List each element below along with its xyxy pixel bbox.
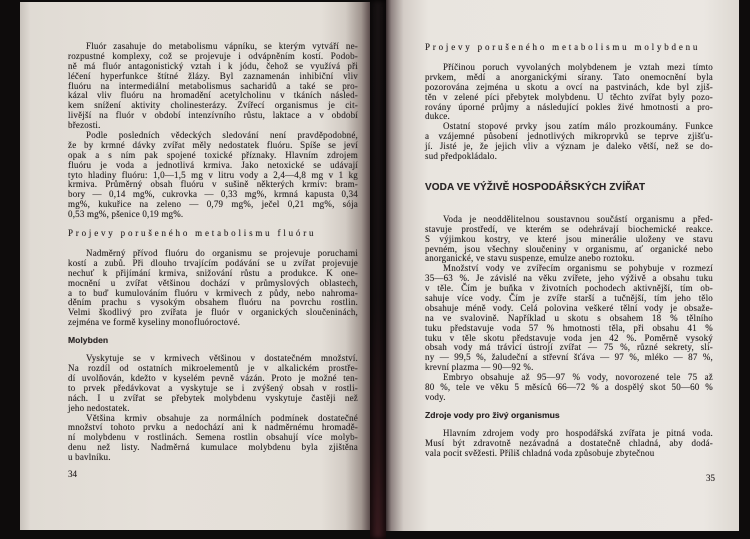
paragraph	[68, 131, 358, 220]
text-line: tuku představuje voda 57 % hmotnosti těla, při obsahu 41 %	[425, 322, 713, 333]
text-line: prvkem, mědí a anorganickými sírany. Tato onemocnění byla	[425, 71, 713, 82]
text-line: množství tohoto prvku a nedochází ani k nadměrnému hromadě-	[68, 422, 358, 433]
text-line: kostí a zubů. Při dlouho trvajícím podávání se u zvířat projevuje	[68, 257, 358, 268]
text-line: Podle posledních vědeckých sledování není pravděpodobné,	[86, 130, 358, 141]
text-line: rozpustné komplexy, což se projevuje i odvápněním kostí. Podob-	[68, 50, 358, 61]
text-line: 80 %, tele ve věku 5 měsíců 66—72 % a dospělý skot 50—60 %	[425, 382, 713, 393]
text-line: těn v zelené píci přebytek molybdenu. U těchto zvířat byly pozo-	[425, 91, 713, 102]
text-line: Příčinou poruch vyvolaných molybdenem je vztah mezi tímto	[443, 62, 713, 72]
text-line: nechuť k přijímání krmiva, snižování růstu a produkce. K one-	[68, 267, 358, 278]
text-line: fluóru je voda a jednotlivá krmiva. Jako netoxické se udávají	[68, 159, 358, 170]
text-line: v těle. Čím je buňka v životních pochodech aktivnější, tím ob-	[425, 283, 713, 294]
text-line: anorganické, ve stavu suspenze, emulze anebo roztoku.	[425, 253, 635, 264]
paragraph	[425, 215, 713, 264]
text-line: sud předpokládalo.	[425, 151, 498, 162]
text-line: livější na fluór v období intenzívního růstu, laktace a v období	[68, 110, 358, 121]
text-line: ně má fluór antagonistický vztah i k jódu, čehož se využívá při	[68, 60, 358, 71]
text-line: tyto hladiny fluóru: 1,0—1,5 mg v litru vody a 2,4—4,8 mg v 1 kg	[68, 169, 358, 180]
text-line: Vyskytuje se v krmivech většinou v dostatečném množství.	[86, 353, 358, 364]
text-line: S výjimkou kostry, ve které jsou minerálie uloženy ve stavu	[425, 233, 713, 244]
page-number: 34	[68, 469, 77, 479]
paragraph	[68, 414, 358, 463]
text-line: že by krmné dávky zvířat měly nedostatek fluóru. Spíše se jeví	[68, 139, 358, 150]
text-line: sahuje více vody. Čím je zvíře starší a tučnější, tím jeho tělo	[425, 293, 713, 304]
text-line: fluóru na intermediální metabolismus sacharidů a také se pro-	[68, 80, 358, 91]
text-line: dí uvolňován, kdežto v kyselém pevně vázán. Proto je možné ten-	[68, 372, 358, 383]
text-line: 0,53 mg%, pšenice 0,19 mg%.	[68, 209, 184, 220]
right-page-text	[425, 42, 713, 459]
right-page	[386, 0, 739, 531]
text-line: ny — 99,5 %, žaludeční a střevní šťáva — 97 %, mléko — 87 %,	[425, 352, 713, 363]
subsection-heading: Zdroje vody pro živý organismus	[425, 409, 560, 420]
text-line: stavuje prostředí, ve kterém se odehrávají biochemické reakce.	[425, 223, 713, 234]
text-line: to prvek předávkovat a vyskytuje se i zvýšený obsah v rostli-	[68, 382, 358, 393]
paragraph	[68, 249, 358, 328]
text-line: Fluór zasahuje do metabolismu vápníku, se kterým vytváří ne-	[86, 41, 358, 51]
chapter-heading: VODA VE VÝŽIVĚ HOSPODÁŘSKÝCH ZVÍŘAT	[425, 181, 646, 193]
paragraph	[425, 63, 713, 122]
text-line: Většina krmiv obsahuje za normálních podmínek dostatečné	[86, 412, 358, 423]
text-line: pozorována zejména u skotu a ovcí na pastvinách, kde byl zjiš-	[425, 81, 713, 92]
text-line: mg%, kukuřice na zeleno — 0,79 mg%, ječel 0,21 mg%, sója	[68, 199, 358, 210]
text-line: na ve svalovině. Například u skotu s obsahem 18 % tělního	[425, 312, 713, 323]
text-line: ní molybdenu v rostlinách. Semena rostlin obsahují více molyb-	[68, 432, 358, 443]
text-line: obsah vody má trávicí ústrojí zvířat — 75 %, různé sekrety, sli-	[425, 342, 713, 353]
text-line: mocnění u zvířat většinou dochází v průmyslových oblastech,	[68, 277, 358, 288]
paragraph	[68, 354, 358, 413]
text-line: nách. I u zvířat se přebytek molybdenu vyskytuje častěji než	[68, 392, 358, 403]
text-line: krevní plazma — 90—92 %.	[425, 362, 534, 373]
text-line: zejména ve formě kyseliny monofluóroctové.	[68, 317, 241, 328]
text-line: obsahuje méně vody. Celá polovina veškeré tělní vody je obsaže-	[425, 302, 713, 313]
paragraph	[425, 122, 713, 162]
text-line: léčení hyperfunkce štítné žlázy. Byl zaznamenán inhibiční vliv	[68, 70, 358, 81]
text-line: a vzájemné působení jednotlivých mikroprvků se teprve zjišťu-	[425, 131, 713, 142]
text-line: vody.	[425, 391, 446, 402]
text-line: dukce.	[425, 111, 450, 122]
section-heading: Projevy porušeného metabolismu fluóru	[68, 228, 317, 239]
section-heading: Projevy porušeného metabolismu molybdenu	[425, 42, 701, 52]
left-page-text	[68, 42, 358, 463]
text-line: tuku v těle skotu představuje voda jen 42 %. Poměrně vysoký	[425, 332, 713, 343]
left-page	[20, 2, 370, 530]
text-line: jeho nedostatek.	[68, 402, 130, 413]
book-spine	[370, 0, 386, 539]
text-line: Hlavním zdrojem vody pro hospodářská zvířata je pitná voda.	[443, 427, 713, 438]
text-line: Voda je neoddělitelnou soustavnou součástí organismu a před-	[443, 213, 713, 224]
paragraph	[425, 429, 713, 459]
text-line: bory — 0,14 mg%, cukrovka — 0,33 mg%, krmná kapusta 0,34	[68, 189, 358, 200]
text-line: Velmi škodlivý pro zvířata je fluór v organických sloučeninách,	[68, 307, 358, 318]
text-line: vala pocit svěžesti. Příliš chladná voda způsobuje zbytečnou	[425, 447, 655, 458]
text-line: Množství vody ve zvířecím organismu se pohybuje v rozmezí	[443, 263, 713, 274]
text-line: děním prachu s vysokým obsahem fluóru na povrchu rostlin.	[68, 297, 358, 308]
paragraph	[68, 42, 358, 131]
text-line: 35—63 %. Je závislé na věku zvířete, jeho výživě a obsahu tuku	[425, 273, 713, 284]
text-line: kázal vliv fluóru na hromadění acetylcholinu v tkáních násled-	[68, 90, 358, 101]
text-line: Nadměrný přívod fluóru do organismu se projevuje poruchami	[86, 248, 358, 259]
text-line: opak a s ním pak spojené toxické příznaky. Hlavním zdrojem	[68, 149, 358, 160]
text-line: Musí být zdravotně nezávadná a dostatečně chladná, aby dodá-	[425, 437, 713, 448]
text-line: Ostatní stopové prvky jsou zatím málo prozkoumány. Funkce	[443, 121, 713, 132]
text-line: Na rozdíl od ostatních mikroelementů je v alkalickém prostře-	[68, 363, 358, 374]
text-line: kem snížení aktivity cholinesterázy. Zvířecí organismus je cit-	[68, 100, 358, 111]
text-line: pevném, jsou všechny sloučeniny v organismu, ať organické nebo	[425, 243, 713, 254]
text-line: jí. Jisté je, že jejich vliv a význam je daleko větší, než se do-	[425, 141, 713, 152]
text-line: denu než listy. Nadměrná kumulace molybdenu byla zjištěna	[68, 442, 358, 453]
text-line: a to buď kumulováním fluóru v krmivech z půdy, nebo nahroma-	[68, 287, 358, 298]
text-line: krmiva. Průměrný obsah fluóru v sušině některých krmiv: bram-	[68, 179, 358, 190]
text-line: rovány úporné průjmy a následující pokles živé hmotnosti a pro-	[425, 101, 713, 112]
paragraph	[425, 373, 713, 403]
subsection-heading: Molybden	[68, 335, 109, 346]
text-line: Embryo obsahuje až 95—97 % vody, novorozené tele 75 až	[443, 372, 713, 383]
text-line: březosti.	[68, 120, 101, 131]
page-number: 35	[706, 473, 715, 483]
paragraph	[425, 264, 713, 373]
text-line: u bavlníku.	[68, 452, 111, 463]
